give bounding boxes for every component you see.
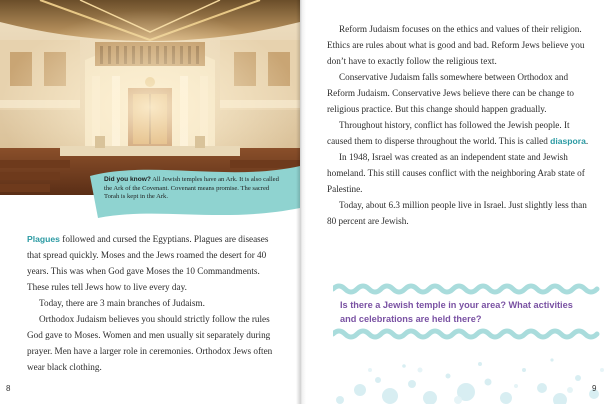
decorative-splatter <box>320 340 610 404</box>
page-number-right: 9 <box>592 384 597 393</box>
left-body-text <box>27 231 279 375</box>
paragraph-orthodox: Orthodox Judaism believes you should strictly follow the rules God gave to Moses. Women and men usually sit separately during prayer. Men have a larger role in ceremonies. Orthodox Jews often wear black clothing. <box>27 314 273 372</box>
paragraph-plagues: Plagues followed and cursed the Egyptians. Plagues are diseases that spread quickly. Moses and the Jews roamed the desert for 40 years. This was when God gave Moses the 10 Commandments. These rules tell Jews how to live every day. <box>27 234 269 292</box>
caption-lead: Did you know? <box>104 176 151 183</box>
left-page <box>0 0 300 404</box>
wave-divider-top <box>333 283 601 295</box>
paragraph-conservative: Conservative Judaism falls somewhere between Orthodox and Reform Judaism. Conservative Jews believe there can be change to religious practice. But this change should happen gradually. <box>327 72 574 114</box>
caption-text: All Jewish temples have an Ark. It is also called the Ark of the Covenant. Covenant means promise. The sacred Torah is kept in the Ark. <box>104 176 279 201</box>
discussion-question: Is there a Jewish temple in your area? What activities and celebrations are held there? <box>340 300 573 324</box>
paragraph-population: Today, about 6.3 million people live in Israel. Just slightly less than 80 percent are Jewish. <box>327 200 587 226</box>
paragraph-reform: Reform Judaism focuses on the ethics and values of their religion. Ethics are rules about what is good and bad. Reform Jews believe you don’t have to exactly follow the religious text. <box>327 24 585 66</box>
paragraph-israel: In 1948, Israel was created as an independent state and Jewish homeland. This still causes conflict with the neighboring Arab state of Palestine. <box>327 152 585 194</box>
right-body-text <box>327 21 595 229</box>
keyword-diaspora[interactable]: diaspora <box>550 136 586 146</box>
keyword-plagues[interactable]: Plagues <box>27 234 60 244</box>
paragraph-branches: Today, there are 3 main branches of Judaism. <box>39 298 205 308</box>
photo-caption <box>104 176 284 202</box>
page-number-left: 8 <box>6 384 11 393</box>
paragraph-diaspora: Throughout history, conflict has followed the Jewish people. It caused them to disperse throughout the world. This is called diaspora. <box>327 120 589 146</box>
wave-divider-bottom <box>333 328 601 340</box>
